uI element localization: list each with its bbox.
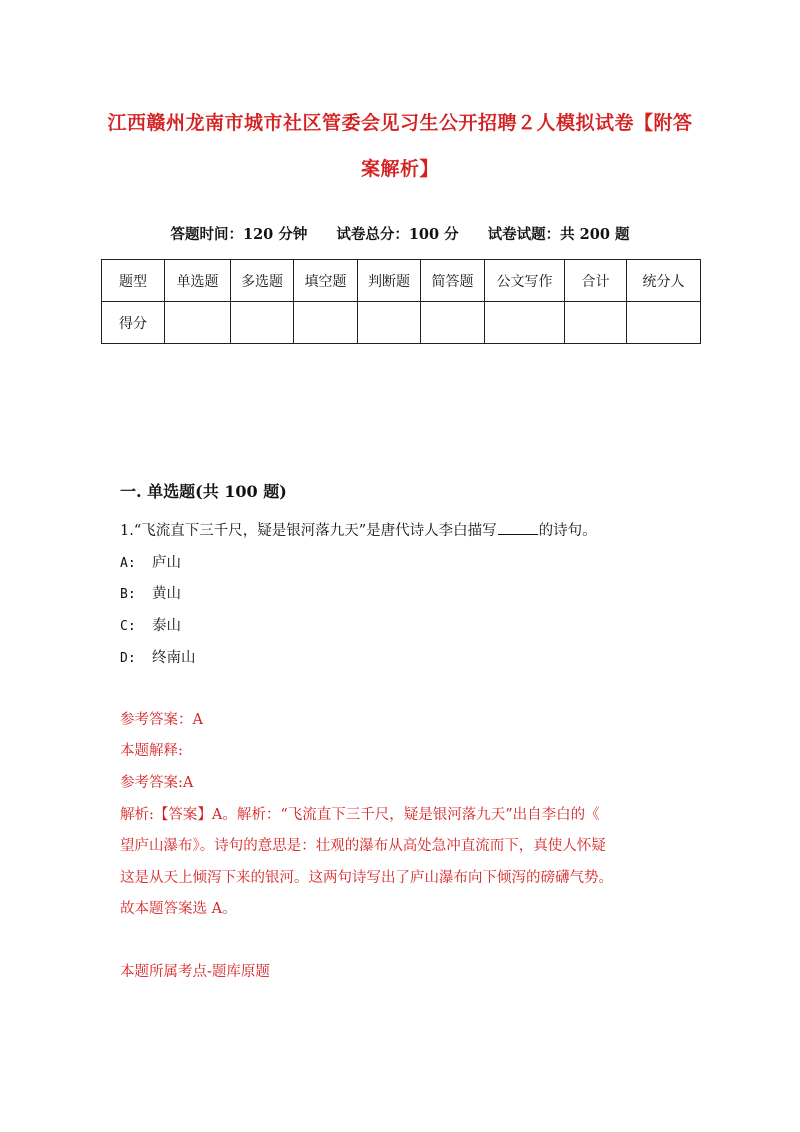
question-stem	[120, 519, 597, 540]
analysis-line: 故本题答案选 A。	[120, 901, 237, 917]
table-header-cell: 简答题	[421, 260, 485, 302]
score-cell	[421, 302, 485, 344]
reference-answer: 参考答案：A	[120, 712, 203, 728]
table-header-cell: 多选题	[231, 260, 294, 302]
question-stem-text: 1.“飞流直下三千尺，疑是银河落九天”是唐代诗人李白描写	[120, 523, 497, 539]
option-d	[120, 646, 196, 667]
answer-blank	[498, 534, 538, 535]
score-table	[101, 259, 701, 344]
table-header-cell: 合计	[565, 260, 627, 302]
reference-answer-2: 参考答案:A	[120, 775, 194, 791]
analysis-line: 望庐山瀑布》。诗句的意思是：壮观的瀑布从高处急冲直流而下，真使人怀疑	[120, 838, 606, 854]
option-letter: C:	[120, 619, 136, 634]
score-table-header-row	[102, 260, 701, 302]
table-header-cell: 单选题	[165, 260, 231, 302]
option-text: 庐山	[152, 555, 181, 571]
score-cell	[231, 302, 294, 344]
analysis-line: 解析:【答案】A。解析：“飞流直下三千尺，疑是银河落九天”出自李白的《	[120, 807, 600, 823]
score-cell	[565, 302, 627, 344]
option-letter: A:	[120, 556, 136, 571]
option-a	[120, 551, 181, 572]
question-stem-tail: 的诗句。	[538, 523, 597, 539]
score-cell	[627, 302, 701, 344]
table-header-cell: 判断题	[358, 260, 421, 302]
row-label-cell: 得分	[102, 302, 165, 344]
exam-meta: 答题时间：120 分钟 试卷总分：100 分 试卷试题：共 200 题	[170, 226, 630, 243]
option-text: 泰山	[152, 618, 181, 634]
score-cell	[165, 302, 231, 344]
option-text: 黄山	[152, 586, 181, 602]
score-cell	[358, 302, 421, 344]
table-header-cell: 题型	[102, 260, 165, 302]
section-title: 一. 单选题(共 100 题)	[120, 482, 287, 501]
question-source: 本题所属考点-题库原题	[120, 964, 270, 980]
document-title: 江西赣州龙南市城市社区管委会见习生公开招聘２人模拟试卷【附答案解析】	[107, 112, 693, 180]
option-letter: D:	[120, 651, 136, 666]
table-header-cell: 填空题	[294, 260, 358, 302]
score-cell	[485, 302, 565, 344]
table-header-cell: 公文写作	[485, 260, 565, 302]
option-c	[120, 614, 181, 635]
score-cell	[294, 302, 358, 344]
option-letter: B:	[120, 587, 136, 602]
analysis-line: 这是从天上倾泻下来的银河。这两句诗写出了庐山瀑布向下倾泻的磅礴气势。	[120, 870, 613, 886]
explanation-label: 本题解释:	[120, 743, 183, 759]
option-b	[120, 582, 181, 603]
score-table-row	[102, 302, 701, 344]
option-text: 终南山	[152, 650, 196, 666]
table-header-cell: 统分人	[627, 260, 701, 302]
